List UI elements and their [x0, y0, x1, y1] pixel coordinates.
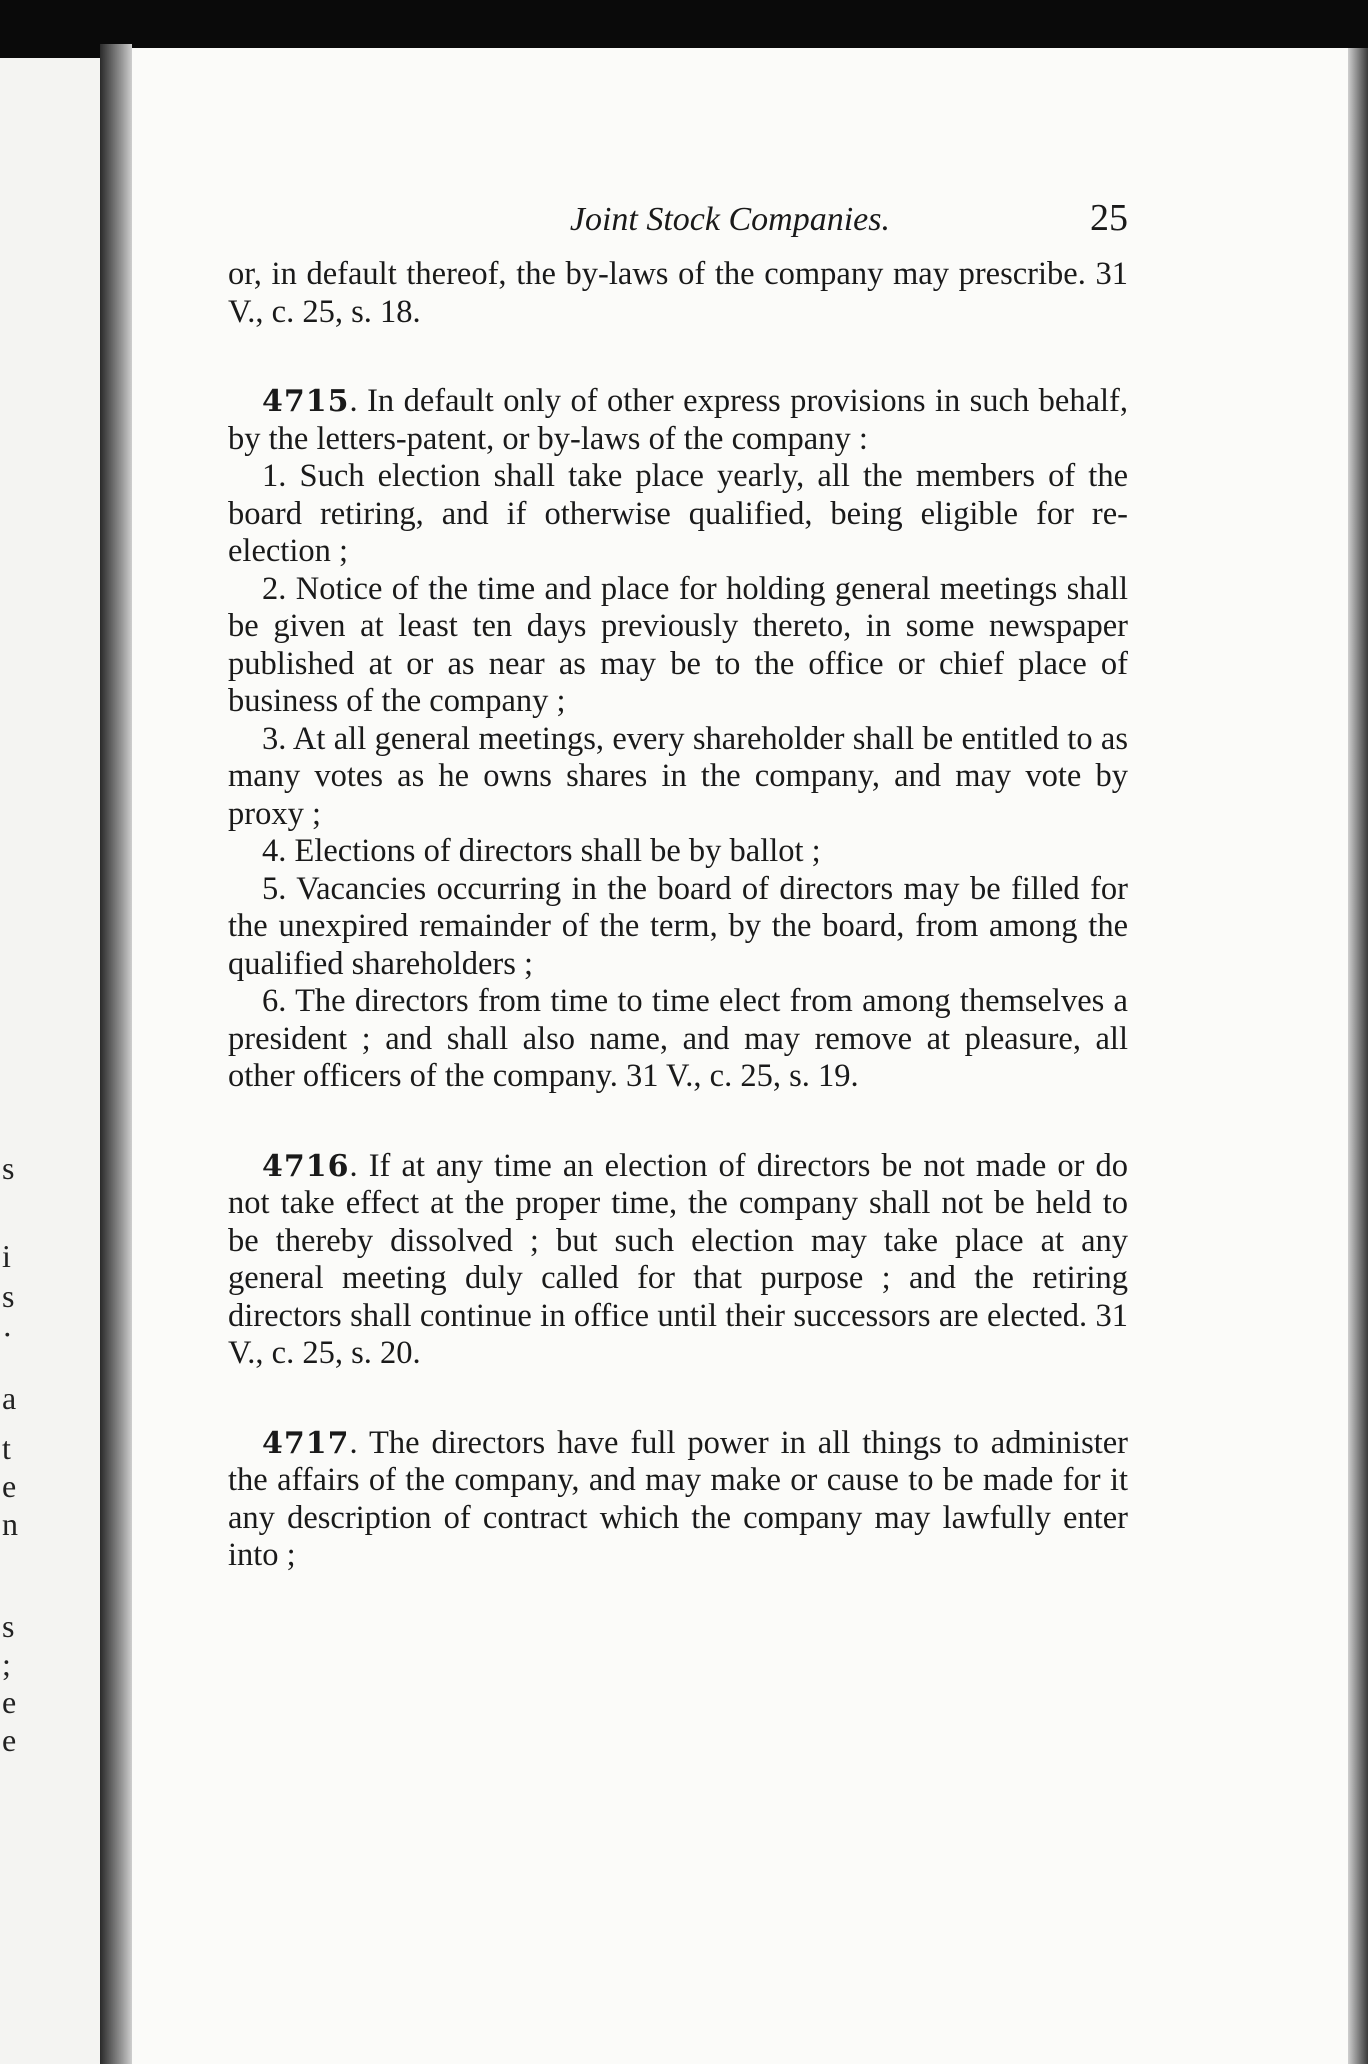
fragment: s: [2, 1608, 15, 1644]
section-text: If at any time an election of directors be not made or do not take effect at the proper time, the company shall not be held to be thereby dissolved ; but such election may take place at any general meeting duly called for that purpose ; and the retiring directors shall continue in office until their successors are elected. 31 V., c. 25, s. 20.: [228, 1147, 1129, 1371]
section-number-dot: .: [349, 1147, 369, 1184]
fragment: e: [2, 1468, 17, 1504]
section-text: In default only of other express provisions in such behalf, by the letters-patent, or by-laws of the company :: [228, 383, 1128, 457]
page-number: 25: [1090, 197, 1128, 239]
list-item: 3. At all general meetings, every shareholder shall be entitled to as many votes as he owns shares in the company, and may vote by proxy ;: [228, 720, 1128, 832]
running-title: Joint Stock Companies.: [569, 201, 890, 238]
section-text: The directors have full power in all things to administer the affairs of the company, and may make or cause to be made for it any description of contract which the company may lawfully enter into ;: [228, 1424, 1128, 1573]
list-item: 5. Vacancies occurring in the board of directors may be filled for the unexpired remainder of the term, by the board, from among the qualified shareholders ;: [228, 870, 1128, 982]
page-text: [228, 197, 1129, 1575]
fragment: t: [2, 1430, 11, 1466]
section-number: 4717: [262, 1425, 350, 1461]
list-item: 4. Elections of directors shall be by ballot ;: [262, 833, 821, 869]
section-number: 4715: [262, 384, 350, 419]
continued-paragraph: or, in default thereof, the by-laws of the company may prescribe. 31 V., c. 25, s. 18.: [228, 256, 1128, 330]
fragment: e: [2, 1684, 17, 1720]
list-item: 6. The directors from time to time elect from among themselves a president ; and shall also name, and may remove at pleasure, all other officers of the company. 31 V., c. 25, s. 19.: [228, 983, 1128, 1094]
fragment: i: [2, 1238, 11, 1274]
facing-page-fragments: [0, 58, 40, 2064]
facing-page-edge: [0, 58, 100, 2064]
list-item: 1. Such election shall take place yearly, all the members of the board retiring, and if otherwise qualified, being eligible for re-election ;: [228, 458, 1128, 569]
section-4715: [228, 383, 1128, 458]
fragment: n: [2, 1506, 18, 1542]
section-number-dot: .: [349, 383, 368, 419]
fragment: e: [2, 1722, 17, 1758]
running-header: [228, 197, 1128, 256]
fragment: s: [2, 1278, 15, 1314]
page-edge-shadow: [1348, 48, 1368, 2064]
fragment: a: [2, 1380, 17, 1416]
book-gutter-shadow: [100, 44, 132, 2064]
fragment: ;: [2, 1646, 11, 1682]
section-4716: [228, 1148, 1128, 1373]
fragment: ·: [2, 1316, 13, 1352]
list-item: 2. Notice of the time and place for holding general meetings shall be given at least ten days previously thereto, in some newspaper published at or as near as may be to the office or chief place of business of the company ;: [228, 570, 1128, 719]
section-4717: [228, 1425, 1128, 1575]
section-number-dot: .: [349, 1424, 369, 1461]
section-number: 4716: [262, 1148, 350, 1184]
fragment: s: [2, 1150, 15, 1186]
